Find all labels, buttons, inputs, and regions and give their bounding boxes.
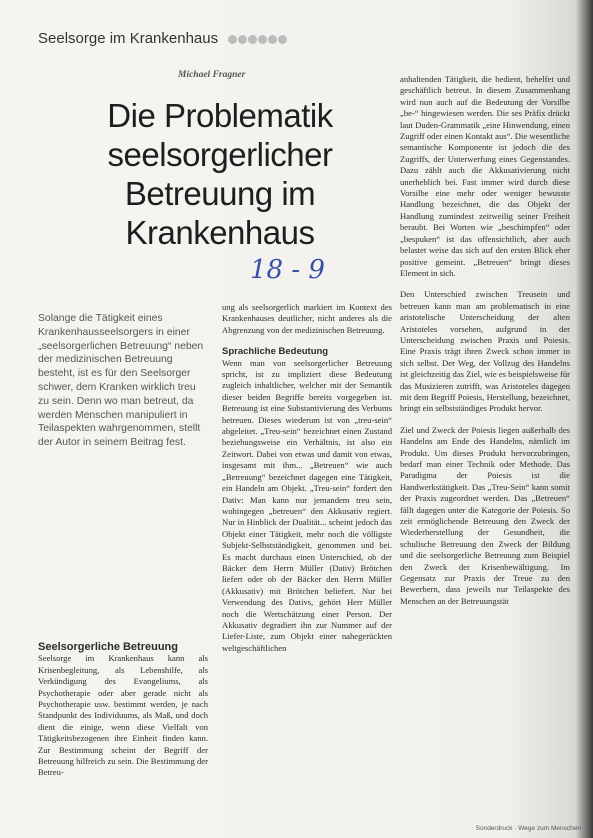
article-author: Michael Fragner [178,70,246,80]
section-heading-sprachlich: Sprachliche Bedeutung [222,346,329,358]
decorative-dots [228,31,288,48]
article-title: Die Problematik seelsorgerlicher Betreuung im Krankenhaus [107,97,333,251]
section-heading-betreuung: Seelsorgerliche Betreuung [38,642,178,653]
article-lead: Solange die Tätigkeit eines Krankenhausseelsorgers in einer „seelsorgerlichen Betreuung“ neben der medizinischen Betreuung besteht, ist es für den Seelsorger schwer, dem Kranken wirklich treu zu sein. Denn wo man betreut, da werden Menschen manipuliert in Teilaspekten wahrgenommen, stellt der Autor in seinem Beitrag fest. [38,313,204,449]
column-3-body-c: Ziel und Zweck der Poiesis liegen außerhalb des Handelns am Ende des Handelns, nämlich im Produkt. Um dieses Produkt hervorzubringen, bedarf man einer Technik oder Methode. Das Paradigma der Poiesis ist die Handwerkstätigkeit. Das „Treu-Sein“ kann somit der Praxis zugeordnet werden. Das „Betreuen“ fällt dagegen unter die Kategorie der Poiesis. So zeit ermöglichende Betreuung den Zweck der Wiederherstellung der Gesundheit, die schulische Betreuung den Zweck der Bildung und die seelsorgerliche Betreuung zum Beispiel den Zweck der Krisenbewältigung. Im Gegensatz zur Praxis der Treue zu den Bewerbern, dass jeweils nur Teilaspekte des Menschen an der Betreuungstät [400,424,570,606]
running-head-label: Seelsorge im Krankenhaus [38,30,219,47]
text-column-3 [400,74,570,834]
text-column-1 [38,642,208,834]
column-3-body-b: Den Unterschied zwischen Treusein und betreuen kann man am problematisch in eine aristotelische Unterscheidung der alten Aristoteles vorsehen, aufgrund in der Unterscheidung zwischen Praxis und Poiesis. Eine Praxis trägt ihren Zweck schon immer in sich selbst. Der Weg, der Vollzug des Handelns ist gleichzeitig das Ziel, wie es beispielsweise für das Musizieren zutrifft, was Aristoteles dagegen mit dem Begriff Poiesis, Herstellung, bezeichnet, bringt ein selbstständiges Produkt hervor. [400,289,570,414]
column-2-intro: ung als seelsorgerlich markiert im Kontext des Krankenhauses deutlicher, nicht anderes als die Abgrenzung von der medizinischen Betreuung. [222,302,392,335]
running-head [38,30,288,48]
column-3-body-a: anhaltenden Tätigkeit, die bedient, behelfet und geschäftlich betreut. In diesem Zusammenhang wird nun auch auf die Bedeutung der Vorsilbe „be-“ hingewiesen werden. Die ses Präfix drückt laut Duden-Grammatik „eine Hinwendung, einen Zugriff oder einen Kontakt aus“. Die wesentliche semantische Komponente ist jedoch die des Zugriffs, der Unterwerfung eines Gegenstandes. Dazu zählt auch die Akkusativierung nicht unerheblich bei. Fast immer wird durch diese Vorsilbe eine mehr oder weniger bewusste Handlung bezeichnet, die das Objekt der Handlung zumindest zeitweilig seiner Freiheit beraubt. Bei Worten wie „beschimpfen“ oder „bespuken“ ist das offensichtlich, aber auch belastet weise das sich auf den ersten Blick eher positive gemeint. „Betreuen“ bringt dieses Element in sich. [400,74,570,278]
column-2-body: Wenn man von seelsorgerlicher Betreuung spricht, ist zu impliziert diese Bedeutung zugleich inhaltlicher, welcher mit der Semantik dieser beiden Begriffe bereits vorgegeben ist. Betreuung ist eine Substantivierung des Verbums betreuen. Dieses wiederum ist von „treu-sein“ abgeleitet. „Treu-sein“ bezeichnet einen Zustand beziehungsweise ein Verhältnis, ist also ein Zeitwort. Dabei von etwas und damit von etwas, insgesamt mit ihm... „Betreuen“ wie auch „Betreuung“ bezeichnet dagegen eine Tätigkeit, ein Handeln am Objekt. „Treu-sein“ fordert den Dativ: Man kann nur jemandem treu sein, wohingegen „betreuen“ den Akkusativ regiert. Nur in Hinblick der Dualität... scheint jedoch das Objekt einer Tätigkeit, mehr noch die völligste Subjekt-Selbstständigkeit, genommen und bei. Es macht durchaus einen Unterschied, ob der Bäcker dem Herrn Müller (Dativ) Brötchen liefert oder ob der Bäcker den Herrn Müller (Akkusativ) mit Brötchen beliefert. Nur bei Verwendung des Dativs, gehört Herr Müller noch die Wertschätzung einer Person. Der Akkusativ degradiert ihn zur Nummer auf der Liefer-Liste, zum Objekt einer nahegerückten weltgeschäftlichen [222,357,392,653]
footer-source: Sonderdruck · Wege zum Menschen [475,825,581,832]
column-1-body: Seelsorge im Krankenhaus kann als Krisenbegleitung, als Lebenshilfe, als Verkündigung des Evangeliums, als Psychotherapie oder aber gerade nicht als Psychotherapie usw. bestimmt werden, je nach Standpunkt des Individuums, als Maß, und doch dient die einige, wenn diese Vielfalt von Tätigkeitsbezogenen ihre Einheit finden kann. Zur Bestimmung scheint der Begriff der Betreuung hilfreich zu sein. Die Bestimmung der Betreu- [38,653,208,778]
handwritten-annotation: 18 - 9 [250,255,325,285]
text-column-2 [222,302,392,834]
